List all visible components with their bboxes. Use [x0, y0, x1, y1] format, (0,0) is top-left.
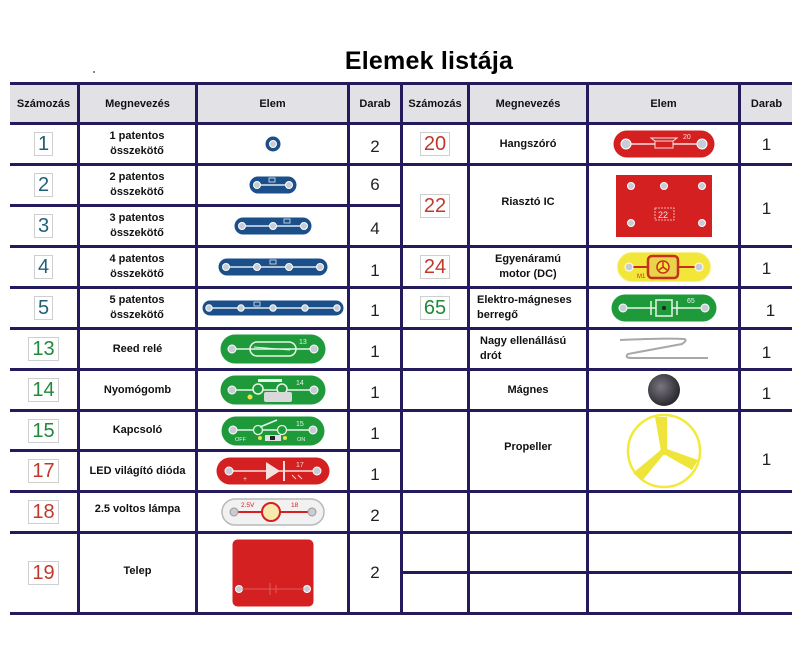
svg-text:17: 17 — [295, 462, 304, 469]
reed-relay-icon — [198, 330, 347, 368]
item-number: 17 — [28, 459, 58, 483]
propeller-icon — [589, 412, 738, 490]
slide-switch-icon — [198, 412, 347, 449]
svg-text:14: 14 — [295, 380, 304, 387]
item-name: 3 patentos összekötő — [109, 212, 165, 239]
svg-text:13: 13 — [298, 339, 307, 346]
item-number: 19 — [28, 561, 58, 585]
svg-text:15: 15 — [295, 420, 304, 428]
item-name: Elektro-mágneses berregő — [477, 294, 572, 321]
page-title: Elemek listája — [344, 47, 514, 75]
stray-dot — [93, 71, 95, 73]
item-quantity: 1 — [370, 423, 380, 443]
svg-text:+: + — [242, 476, 247, 483]
header-darab-left: Darab — [359, 97, 391, 110]
item-quantity: 1 — [761, 135, 772, 154]
item-name: LED világító dióda — [89, 464, 186, 477]
snap-5-connector-icon — [198, 289, 347, 327]
item-name: Hangszóró — [499, 137, 557, 150]
item-quantity: 1 — [765, 301, 776, 320]
push-button-icon — [198, 371, 347, 409]
header-megnevezes-left: Megnevezés — [105, 97, 170, 110]
item-number: 65 — [420, 296, 450, 320]
item-number: 14 — [28, 378, 58, 402]
item-quantity: 2 — [370, 137, 380, 156]
dc-motor-icon — [589, 248, 738, 286]
item-number: 24 — [420, 255, 450, 279]
item-quantity: 1 — [761, 343, 772, 362]
item-number: 15 — [28, 419, 58, 443]
item-number: 4 — [34, 255, 53, 279]
svg-text:2.5V: 2.5V — [240, 502, 254, 509]
item-name: Mágnes — [507, 383, 549, 396]
item-number: 13 — [28, 337, 58, 361]
item-number: 3 — [34, 214, 53, 238]
item-number: 2 — [34, 173, 53, 197]
svg-text:18: 18 — [290, 502, 298, 509]
item-name: Reed relé — [112, 342, 163, 355]
item-quantity: 2 — [370, 506, 380, 525]
item-quantity: 1 — [761, 450, 772, 469]
item-number: 20 — [420, 132, 450, 156]
header-elem-right: Elem — [650, 97, 677, 110]
item-number: 5 — [34, 296, 53, 320]
svg-text:M1: M1 — [636, 274, 645, 280]
svg-text:22: 22 — [657, 209, 668, 220]
svg-text:ON: ON — [296, 436, 305, 443]
item-number: 22 — [420, 194, 450, 218]
header-megnevezes-right: Megnevezés — [495, 97, 561, 110]
item-name: Riasztó IC — [501, 196, 555, 208]
item-name: Telep — [123, 564, 152, 577]
alarm-ic-icon — [589, 166, 738, 245]
item-name: Nagy ellenállású drót — [480, 335, 567, 362]
item-quantity: 1 — [761, 259, 772, 278]
speaker-icon — [589, 125, 738, 163]
svg-text:OFF: OFF — [234, 436, 246, 443]
resistance-wire-icon — [589, 330, 738, 368]
item-quantity: 1 — [370, 383, 380, 402]
snap-3-connector-icon — [198, 207, 347, 245]
item-quantity: 6 — [370, 175, 380, 194]
lamp-icon — [198, 493, 347, 531]
header-szamozas-left: Számozás — [16, 97, 71, 110]
led-icon — [198, 452, 347, 490]
item-name: Kapcsoló — [112, 424, 163, 436]
header-elem-left: Elem — [259, 97, 286, 110]
header-darab-right: Darab — [750, 97, 783, 110]
item-quantity: 1 — [370, 465, 380, 484]
item-quantity: 4 — [370, 219, 380, 238]
header-szamozas-right: Számozás — [408, 97, 462, 110]
item-quantity: 1 — [370, 342, 380, 361]
item-name: Propeller — [504, 440, 552, 453]
snap-4-connector-icon — [198, 248, 347, 286]
item-quantity: 1 — [370, 261, 380, 280]
item-name: Nyomógomb — [103, 383, 172, 396]
item-number: 1 — [34, 132, 53, 156]
item-name: 4 patentos összekötő — [109, 253, 165, 280]
buzzer-icon — [589, 289, 738, 327]
item-name: Egyenáramú motor (DC) — [494, 253, 562, 280]
snap-1-connector-icon — [198, 125, 347, 163]
svg-text:65: 65 — [686, 298, 695, 305]
item-number: 18 — [28, 500, 58, 524]
item-name: 5 patentos összekötő — [109, 294, 165, 321]
item-quantity: 1 — [370, 301, 380, 320]
item-quantity: 1 — [761, 384, 772, 403]
item-name: 1 patentos összekötő — [109, 130, 165, 157]
snap-2-connector-icon — [198, 166, 347, 204]
item-quantity: 2 — [370, 563, 380, 582]
item-name: 2.5 voltos lámpa — [94, 502, 181, 515]
item-quantity: 1 — [761, 199, 772, 218]
item-name: 2 patentos összekötő — [109, 171, 165, 198]
battery-holder-icon — [198, 534, 347, 612]
magnet-ball-icon — [589, 371, 738, 409]
svg-text:20: 20 — [682, 134, 691, 141]
